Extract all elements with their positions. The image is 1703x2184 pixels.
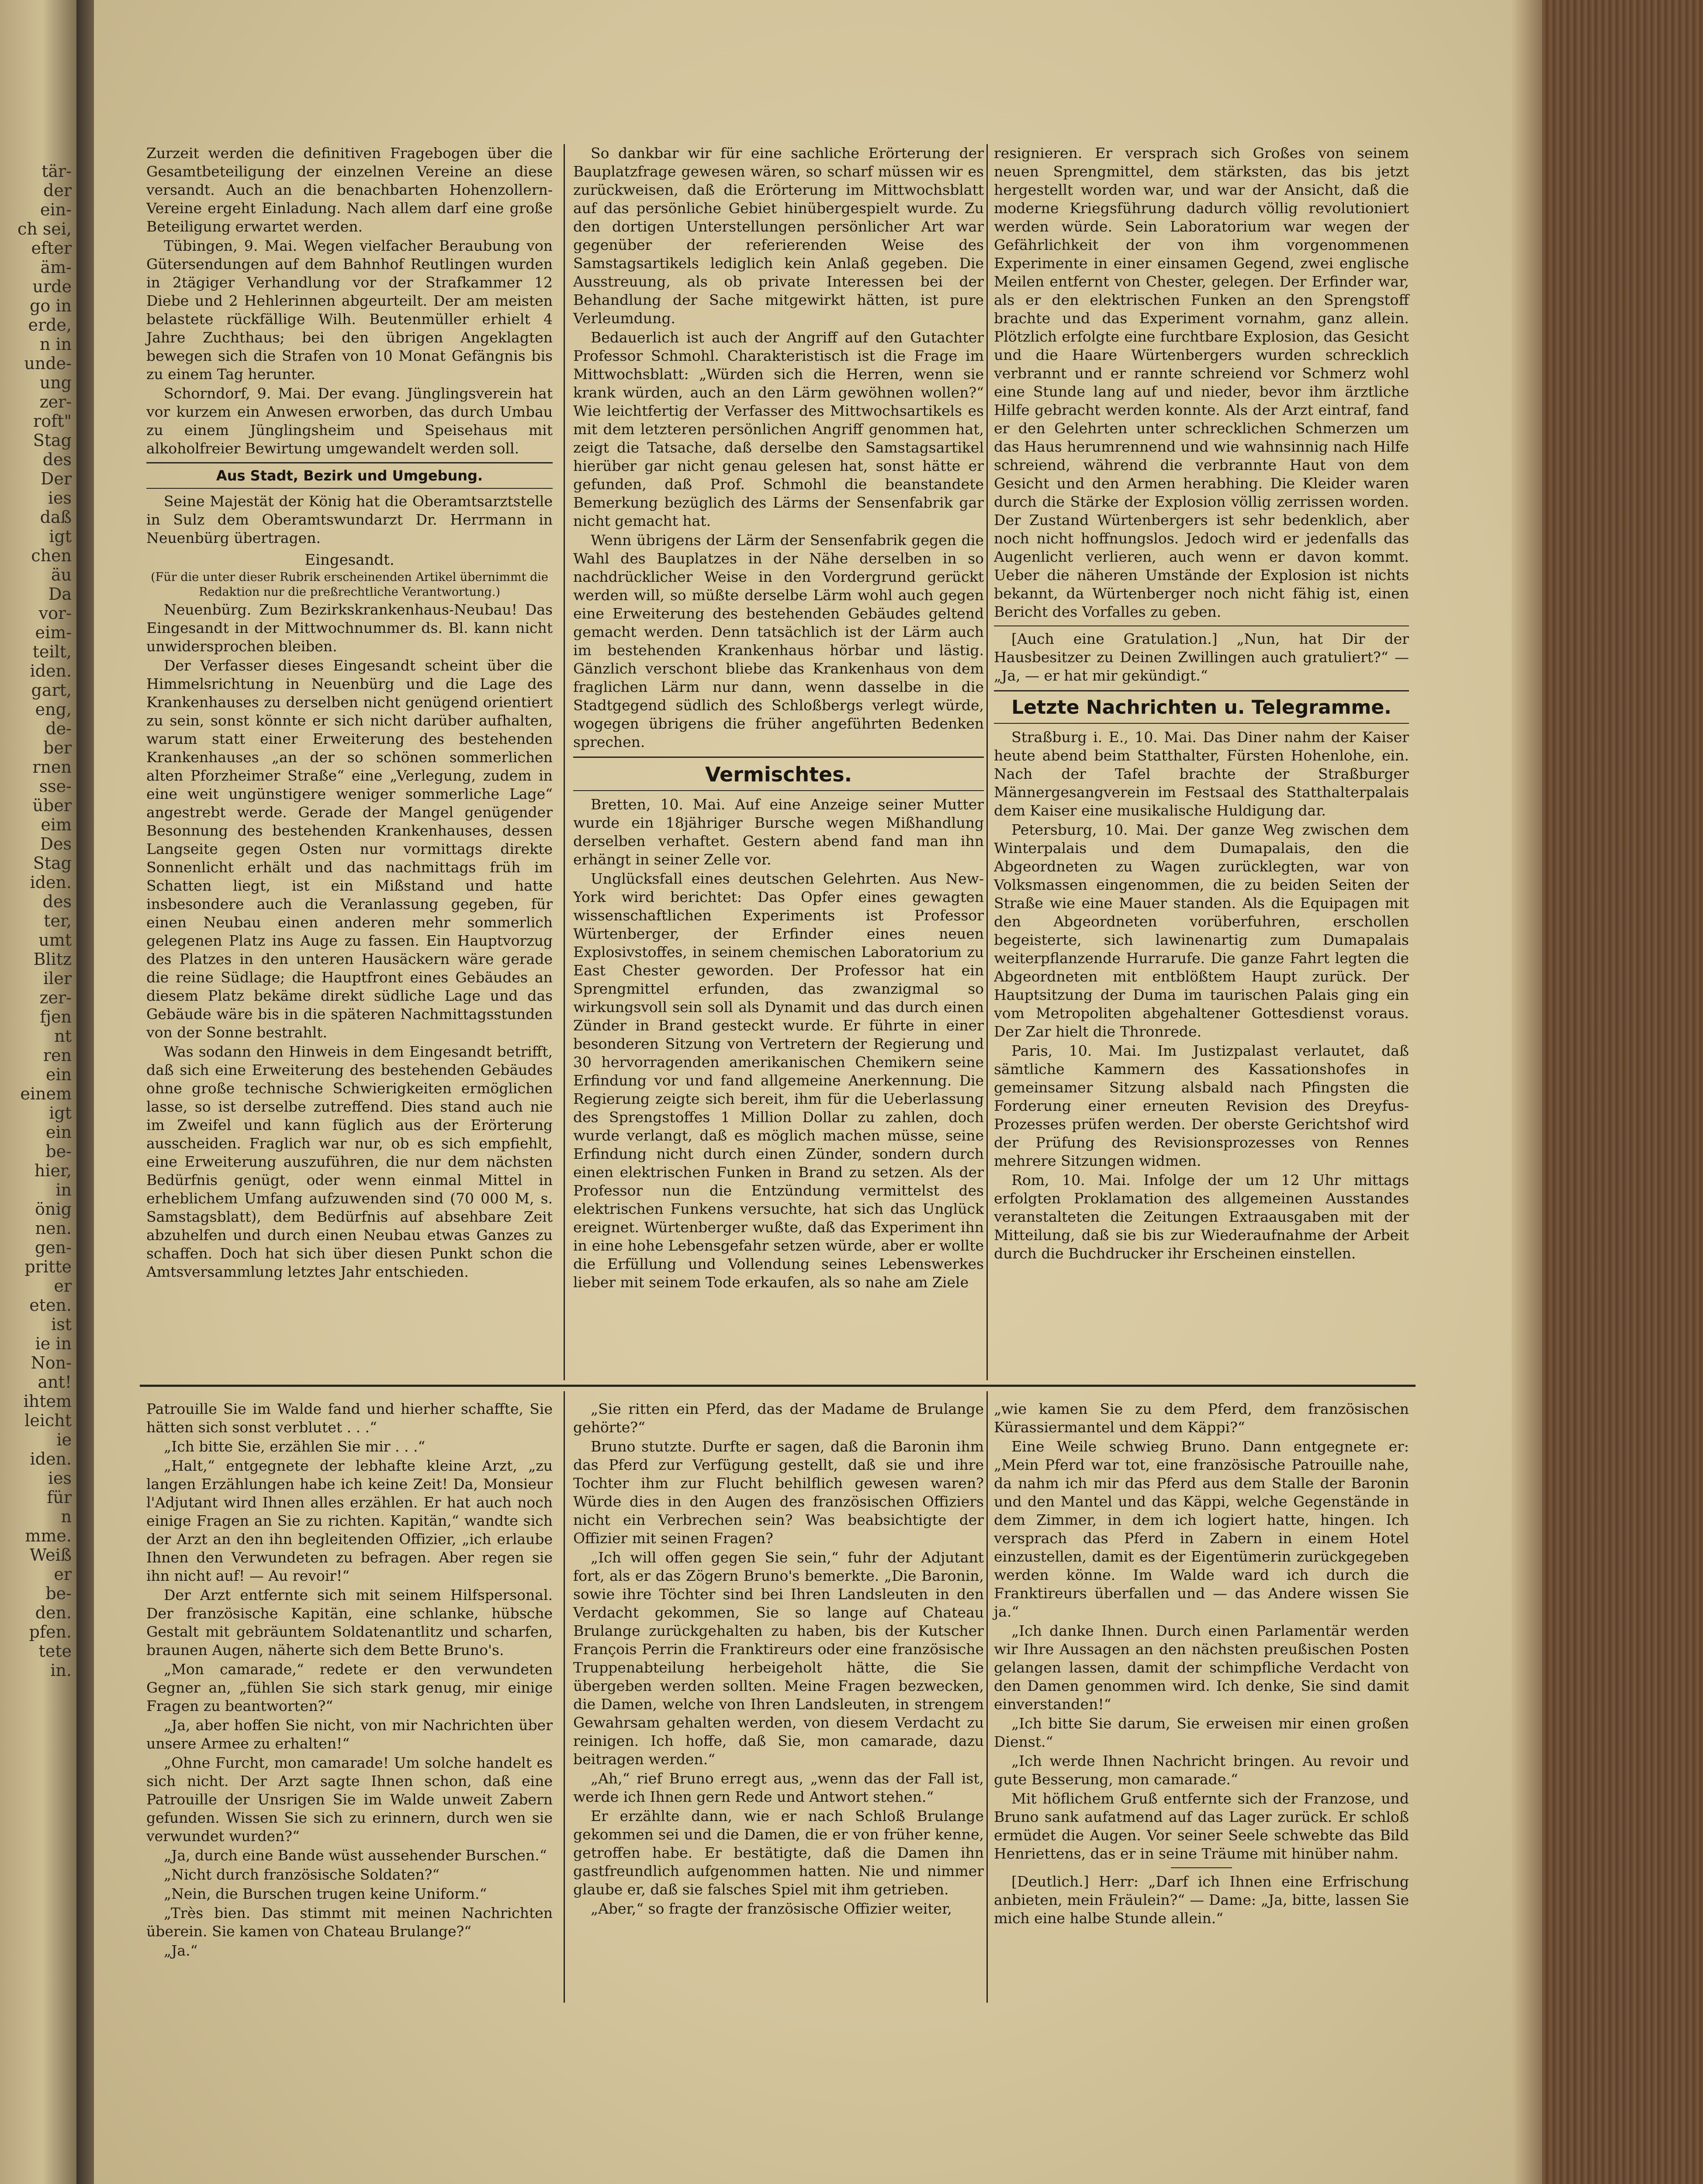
left-page-fragment: teilt, (32, 642, 72, 661)
section-heading: Letzte Nachrichten u. Telegramme. (1011, 696, 1391, 719)
section-divider (140, 1385, 1416, 1387)
left-page-fragment: in (55, 1180, 72, 1199)
story-paragraph: Der Arzt entfernte sich mit seinem Hilfspersonal. Der französische Kapitän, eine schlanke, hübsche Gestalt mit gebräuntem Soldatenantlitz und scharfen, braunen Augen, näherte sich dem Bette Bruno's. (146, 1586, 553, 1659)
left-page-fragment: n in (39, 335, 72, 354)
article-paragraph: Seine Majestät der König hat die Oberamtsarztstelle in Sulz dem Oberamtswundarzt Dr. Herrmann in Neuenbürg übertragen. (146, 493, 553, 546)
story-paragraph: „Halt,“ entgegnete der lebhafte kleine Arzt, „zu langen Erzählungen habe ich keine Zeit! Da, Monsieur l'Adjutant wird Ihnen alles erzählen. Er hat auch noch einige Fragen an Sie zu richten. Kapitän,“ wandte sich der Arzt an den ihn begleitenden Offizier, „ich erlaube Ihnen den Verwundeten zu befragen. Aber regen sie ihn nicht auf! — Au revoir!“ (146, 1457, 553, 1584)
story-paragraph: „Très bien. Das stimmt mit meinen Nachrichten überein. Sie kamen von Chateau Brulange?“ (146, 1904, 553, 1940)
story-paragraph: „Ah,“ rief Bruno erregt aus, „wenn das der Fall ist, werde ich Ihnen gern Rede und Antwort stehen.“ (573, 1770, 984, 1805)
story-paragraph: „Ja.“ (164, 1942, 198, 1959)
section-heading: Aus Stadt, Bezirk und Umgebung. (216, 467, 483, 484)
article-paragraph: resignieren. Er versprach sich Großes von seinem neuen Sprengmittel, dem stärksten, das bis jetzt hergestellt worden war, und war der Ansicht, daß die moderne Kriegsführung dadurch völlig revolutioniert werden würde. Sein Laboratorium war wegen der Gefährlichkeit der von ihm vorgenommenen Experimente in einer einsamen Gegend, zwei englische Meilen entfernt von Chester, gelegen. Der Erfinder war, als er den elektrischen Funken an den Sprengstoff brachte und das Experiment vornahm, ganz allein. Plötzlich erfolgte eine furchtbare Explosion, das Gesicht und die Haare Würtenbergers wurden schrecklich verbrannt und er rannte schreiend vor Schmerz wohl eine Stunde lang auf und nieder, bevor ihm ärztliche Hilfe gebracht werden konnte. Als der Arzt eintraf, fand er den Gelehrten unter schrecklichen Schmerzen um das Haus herumrennend und wie wahnsinnig nach Hilfe schreiend, während die verbrannte Haut von dem Gesicht und den Armen herabhing. Die Kleider waren durch die Stärke der Explosion völlig zerrissen worden. Der Zustand Würtenbergers ist sehr bedenklich, aber noch nicht hoffnungslos. Jedoch wird er jedenfalls das Augenlicht verlieren, auch wenn er davon kommt. Ueber die näheren Umstände der Explosion ist nichts bekannt, da Würtenberger noch nicht fähig ist, einen Bericht des Vorfalles zu geben. (994, 145, 1409, 620)
column-rule (986, 144, 988, 1380)
left-page-fragment: eng, (35, 700, 72, 719)
story-paragraph: „Ich werde Ihnen Nachricht bringen. Au revoir und gute Besserung, mon camarade.“ (994, 1752, 1409, 1788)
left-page-fragment: igt (49, 1103, 72, 1123)
article-paragraph: So dankbar wir für eine sachliche Erörterung der Bauplatzfrage gewesen wären, so scharf müssen wir es zurückweisen, daß die Erörterung im Mittwochsblatt auf das persönliche Gebiet hinübergespielt wurde. Zu den dortigen Unterstellungen persönlicher Art war gegenüber der referierenden Weise des Samstagsartikels lediglich kein Anlaß gegeben. Die Ausstreuung, als ob private Interessen bei der Behandlung der Sache mitgewirkt hätten, ist pure Verleumdung. (573, 145, 984, 327)
column-rule (564, 1391, 565, 2003)
left-page-fragment: daß (40, 508, 72, 527)
left-page-fragment: unde- (24, 354, 72, 373)
article-paragraph: Was sodann den Hinweis in dem Eingesandt betrifft, daß sich eine Erweiterung des bestehenden Gebäudes ohne große technische Schwierigkeiten ermöglichen lasse, so ist derselbe zutreffend. Dies stand auch nie im Zweifel und kann füglich aus der Erörterung ausscheiden. Fraglich war nur, ob es sich empfiehlt, eine Erweiterung auszuführen, die nur dem nächsten Bedürfnis genügt, oder wenn einmal Mittel in erheblichem Umfang aufzuwenden sind (70 000 M, s. Samstagsblatt), dem Bedürfnis auf absehbare Zeit abzuhelfen und durch einen Neubau etwas Ganzes zu schaffen. Doch hat sich über diesen Punkt schon die Amtsversammlung letztes Jahr entschieden. (146, 1043, 553, 1280)
left-page-fragment: für (47, 1488, 72, 1507)
left-page-fragment: ber (43, 738, 72, 757)
left-page-fragment: igt (49, 527, 72, 546)
left-page-fragment: über (32, 796, 72, 815)
left-page-fragment: ch sei, (17, 219, 72, 238)
left-page-fragment: ren (43, 1046, 72, 1065)
story-paragraph: „Nein, die Burschen trugen keine Uniform.“ (164, 1885, 487, 1902)
left-page-fragment: eten. (29, 1296, 72, 1315)
left-page-fragment: eim (41, 815, 72, 834)
story-paragraph: „Ich bitte Sie darum, Sie erweisen mir einen großen Dienst.“ (994, 1715, 1409, 1750)
left-page-fragment: iden. (30, 873, 72, 892)
left-page-fragment: Non- (31, 1353, 72, 1372)
left-page-fragment: er (54, 1565, 72, 1584)
left-page-fragment: Da (48, 584, 72, 604)
left-page-fragment: der (43, 181, 72, 200)
article-paragraph: Rom, 10. Mai. Infolge der um 12 Uhr mittags erfolgten Proklamation des allgemeinen Ausstandes veranstalteten die Zeitungen Extraausgaben mit der Mitteilung, daß sie bis zur Wiederaufnahme der Arbeit durch die Buchdrucker ihr Erscheinen einstellen. (994, 1171, 1409, 1262)
story-paragraph: „wie kamen Sie zu dem Pferd, dem französischen Kürassiermantel und dem Käppi?“ (994, 1400, 1409, 1436)
joke-paragraph: [Deutlich.] Herr: „Darf ich Ihnen eine Erfrischung anbieten, mein Fräulein?“ — Dame: „Ja, bitte, lassen Sie mich eine halbe Stunde allein.“ (994, 1873, 1409, 1927)
column-5-feuilleton (573, 1400, 984, 1919)
story-paragraph: „Ja, aber hoffen Sie nicht, von mir Nachrichten über unsere Armee zu erhalten!“ (146, 1717, 553, 1752)
page-stack-edge (1512, 0, 1542, 2184)
subheading-eingesandt: Eingesandt. (305, 551, 395, 569)
section-heading: Vermischtes. (705, 763, 852, 786)
left-page-fragment: fjen (40, 1007, 72, 1026)
left-page-fragment: ein (45, 1065, 72, 1084)
left-page-fragment: go in (30, 296, 72, 315)
left-page-fragment: mme. (25, 1526, 72, 1545)
left-page-fragment: erde, (28, 315, 72, 335)
left-page-fragment: einem (20, 1084, 72, 1103)
column-1 (146, 144, 553, 1282)
left-page-fragment: sse- (39, 777, 72, 796)
article-paragraph: Bretten, 10. Mai. Auf eine Anzeige seiner Mutter wurde ein 18jähriger Bursche wegen Mißhandlung derselben verhaftet. Gestern abend fand man ihn erhängt in seiner Zelle vor. (573, 796, 984, 868)
story-paragraph: „Ohne Furcht, mon camarade! Um solche handelt es sich nicht. Der Arzt sagte Ihnen schon, daß eine Patrouille der Unsrigen Sie im Walde unweit Zabern gefunden. Wissen Sie sich zu erinnern, durch wen sie verwundet wurden?“ (146, 1754, 553, 1845)
left-page-fragment: ies (48, 1469, 72, 1488)
article-paragraph: Wenn übrigens der Lärm der Sensenfabrik gegen die Wahl des Bauplatzes in der Nähe derselben in so nachdrücklicher Weise in den Vordergrund gerückt werden will, so müßte derselbe Lärm wohl auch gegen eine Erweiterung des bestehenden Gebäudes geltend gemacht werden. Denn tatsächlich ist der Lärm auch im bestehenden Krankenhaus hörbar und lästig. Gänzlich verschont bliebe das Krankenhaus von dem fraglichen Lärm nur dann, wenn dasselbe in die Stadtgegend südlich des Schloßbergs verlegt würde, wogegen übrigens die früher angeführten Bedenken sprechen. (573, 532, 984, 750)
left-page-fragment: urde (32, 277, 72, 296)
story-paragraph: „Ich danke Ihnen. Durch einen Parlamentär werden wir Ihre Aussagen an den nächsten preußischen Posten gelangen lassen, damit der schimpfliche Verdacht von den Damen genommen wird. Ich denke, Sie sind damit einverstanden!“ (994, 1622, 1409, 1713)
left-page-fragment: Stag (33, 854, 72, 873)
left-page-fragment: vor- (38, 604, 72, 623)
left-page-fragment: ein- (40, 200, 72, 219)
left-page-fragment: Des (40, 834, 72, 854)
story-paragraph: „Aber,“ so fragte der französische Offizier weiter, (591, 1900, 952, 1917)
left-page-fragment: de- (45, 719, 72, 738)
left-page-fragment: iden. (30, 1449, 72, 1469)
left-page-fragment: nt (54, 1026, 72, 1046)
left-page-fragment: ihtem (23, 1392, 72, 1411)
left-page-fragment: ant! (38, 1372, 72, 1392)
left-page-fragment: nen. (35, 1219, 72, 1238)
column-rule (564, 144, 565, 1380)
story-paragraph: Er erzählte dann, wie er nach Schloß Brulange gekommen sei und die Damen, die er von früher kenne, getroffen habe. Er bestätigte, daß die Damen ihn gastfreundlich aufgenommen hatten. Nie und nimmer glaube er, daß sie falsches Spiel mit ihm getrieben. (573, 1807, 984, 1898)
left-page-fragment: Stag (33, 431, 72, 450)
joke-paragraph: [Auch eine Gratulation.] „Nun, hat Dir der Hausbesitzer zu Deinen Zwillingen auch gratuliert?“ — „Ja, — er hat mir gekündigt.“ (994, 630, 1409, 684)
article-paragraph: Bedauerlich ist auch der Angriff auf den Gutachter Professor Schmohl. Charakteristisch ist die Frage im Mittwochsblatt: „Würden sich die Herren, wenn sie krank würden, auch an den Lärm gewöhnen wollen?“ Wie leichtfertig der Verfasser des Mittwochsartikels es mit dem letzteren persönlichen Angriff genommen hat, zeigt die Tatsache, daß derselbe den Samstagsartikel hierüber gar nicht genau gelesen hat, sonst hätte er gefunden, daß Prof. Schmohl die beanstandete Bemerkung bezüglich des Lärms der Sensenfabrik gar nicht gemacht hat. (573, 329, 984, 529)
left-page-text-fragments (2, 162, 72, 1680)
left-page-fragment: pritte (24, 1257, 72, 1276)
left-page-fragment: des (42, 450, 72, 469)
left-page-fragment: be- (45, 1142, 72, 1161)
left-page-fragment: den. (35, 1603, 72, 1622)
left-page-fragment: tete (38, 1641, 72, 1661)
left-page-fragment: ie in (35, 1334, 72, 1353)
story-paragraph: Bruno stutzte. Durfte er sagen, daß die Baronin ihm das Pferd zur Verfügung gestellt, daß sie und ihre Tochter ihm zur Flucht behilflich gewesen waren? Würde dies in den Augen des französischen Offiziers nicht ein Verbrechen sein? Was beabsichtigte der Offizier mit seinen Fragen? (573, 1438, 984, 1547)
story-paragraph: „Mon camarade,“ redete er den verwundeten Gegner an, „fühlen Sie sich stark genug, mir einige Fragen zu beantworten?“ (146, 1661, 553, 1714)
left-page-fragment: n (61, 1507, 72, 1526)
story-paragraph: „Ich will offen gegen Sie sein,“ fuhr der Adjutant fort, als er das Zögern Bruno's bemerkte. „Die Baronin, sowie ihre Töchter sind bei Ihren Landsleuten in den Verdacht gekommen, Sie so lange auf Chateau Brulange zurückgehalten zu haben, bis der Kutscher François Perrin die Franktireurs oder eine französische Truppenabteilung herbeigeholt hätte, die Sie übergeben werden sollten. Meine Fragen bezwecken, die Damen, welche von Ihren Landsleuten, in strengem Gewahrsam gehalten werden, von diesem Verdacht zu reinigen. Ich hoffe, daß Sie, mon camarade, dazu beitragen werden.“ (573, 1549, 984, 1768)
story-paragraph: Eine Weile schwieg Bruno. Dann entgegnete er: „Mein Pferd war tot, eine französische Patrouille nahe, da nahm ich mir das Pferd aus dem Stalle der Baronin und den Mantel und das Käppi, welche Gegenstände in dem Zimmer, in dem ich logiert hatte, hingen. Ich versprach das Pferd in Zabern in einem Hotel einzustellen, damit es der Eigentümerin zurückgegeben werden könne. Im Walde ward ich durch die Franktireurs überfallen und — das Andere wissen Sie ja.“ (994, 1438, 1409, 1620)
left-page-fragment: in. (50, 1661, 72, 1680)
article-paragraph: Straßburg i. E., 10. Mai. Das Diner nahm der Kaiser heute abend beim Statthalter, Fürsten Hohenlohe, ein. Nach der Tafel brachte der Straßburger Männergesangverein im Festsaal des Statthalterpalais dem Kaiser eine musikalische Huldigung dar. (994, 729, 1409, 819)
left-page-fragment: pfen. (29, 1622, 72, 1641)
article-paragraph: Tübingen, 9. Mai. Wegen vielfacher Beraubung von Gütersendungen auf dem Bahnhof Reutlingen wurden in 2tägiger Verhandlung vor der Strafkammer 12 Diebe und 2 Hehlerinnen abgeurteilt. Der am meisten belastete rückfällige Wilh. Beutenmüller erhielt 4 Jahre Zuchthaus; bei den übrigen Angeklagten bewegen sich die Strafen von 10 Monat Gefängnis bis zu einem Tag herunter. (146, 237, 553, 383)
left-page-fragment: gart, (31, 681, 72, 700)
article-paragraph: Der Verfasser dieses Eingesandt scheint über die Himmelsrichtung in Neuenbürg und die Lage des Krankenhauses zu derselben nicht genügend orientiert zu sein, sonst könnte er sich nicht darüber aufhalten, warum statt einer Erweiterung des bestehenden Krankenhauses „an der so schönen sommerlichen alten Pforzheimer Straße“ eine „Verlegung, zudem in eine weit ungünstigere weniger sommerliche Lage“ angestrebt werde. Gerade der Mangel genügender Besonnung des bestehenden Krankenhauses, dessen Langseite gegen Osten nur vormittags direkte Sonnenlicht erhält und das nachmittags früh im Schatten liegt, ist ein Mißstand und hatte insbesondere auch die Veranlassung gegeben, für einen Neubau einen anderen mehr sommerlich gelegenen Platz ins Auge zu fassen. Ein Hauptvorzug des Platzes in den unteren Hausäckern wäre gerade die reine Südlage; die Hauptfront eines Gebäudes an diesem Platz bekäme direkt südliche Lage und das Gebäude wäre bis in die späteren Nachmittagsstunden von der Sonne bestrahlt. (146, 657, 553, 1041)
story-paragraph: „Sie ritten ein Pferd, das der Madame de Brulange gehörte?“ (573, 1400, 984, 1436)
left-page-fragment: gen- (35, 1238, 72, 1257)
left-page-fragment: önig (35, 1199, 72, 1219)
story-paragraph: „Ja, durch eine Bande wüst aussehender Burschen.“ (164, 1847, 547, 1864)
article-paragraph: Schorndorf, 9. Mai. Der evang. Jünglingsverein hat vor kurzem ein Anwesen erworben, das durch Umbau zu einem Jünglingsheim und Speisehaus mit alkoholfreier Bewirtung umgewandelt werden soll. (146, 385, 553, 457)
left-page-fragment: umt (38, 930, 72, 950)
left-page-fragment: ung (39, 373, 72, 392)
left-page-fragment: ter, (44, 911, 72, 930)
left-page-fragment: rnen (32, 757, 72, 777)
left-page-fragment: ie (56, 1430, 72, 1449)
left-page-fragment: efter (31, 238, 72, 258)
article-paragraph: Unglücksfall eines deutschen Gelehrten. Aus New-York wird berichtet: Das Opfer eines gewagten wissenschaftlichen Experiments ist Professor Würtenberger, der Erfinder eines neuen Explosivstoffes, in seinem chemischen Laboratorium zu East Chester geworden. Der Professor hat ein Sprengmittel erfunden, das zwanzigmal so wirkungsvoll sein soll als Dynamit und das durch einen Zünder in Brand gesteckt wurde. Er führte in einer besonderen Sitzung von Vertretern der Regierung und 30 hervorragenden amerikanischen Chemikern seine Erfindung vor und fand allgemeine Anerkennung. Die Regierung zeigte sich bereit, ihm für die Ueberlassung des Sprengstoffes 1 Million Dollar zu zahlen, doch wurde verlangt, daß es möglich machen müsse, seine Erfindung nicht durch einen Zünder, sondern durch einen elektrischen Funken in Brand zu setzen. Als der Professor nun die Entzündung vermittelst des elektrischen Funkens versuchte, hat sich das Unglück ereignet. Würtenberger wußte, daß das Experiment ihn in eine hohe Lebensgefahr setzen würde, aber er wollte die Erfüllung und Vollendung seines Lebenswerkes lieber mit seinem Tode erkaufen, als so nahe am Ziele (573, 870, 984, 1291)
column-rule (986, 1391, 988, 2003)
editorial-note: (Für die unter dieser Rubrik erscheinenden Artikel übernimmt die Redaktion nur die preßrechtliche Verantwortung.) (151, 570, 548, 599)
left-page-fragment: leicht (24, 1411, 72, 1430)
left-page-fragment: zer- (39, 392, 72, 411)
left-page-fragment: tär- (42, 162, 72, 181)
article-paragraph: Paris, 10. Mai. Im Justizpalast verlautet, daß sämtliche Kammern des Kassationshofes in gemeinsamer Sitzung alsbald nach Pfingsten die Forderung einer erneuten Revision des Dreyfus-Prozesses prüfen werden. Der oberste Gerichtshof wird der Prüfung des Revisionsprozesses von Rennes mehrere Sitzungen widmen. (994, 1042, 1409, 1169)
left-page-fragment: er (54, 1276, 72, 1296)
left-page-fragment: des (42, 892, 72, 911)
left-page-fragment: hier, (34, 1161, 72, 1180)
left-page-fragment: eim- (35, 623, 72, 642)
left-page-fragment: be- (45, 1584, 72, 1603)
left-page-edge (0, 0, 76, 2184)
left-page-fragment: roft" (33, 411, 72, 431)
left-page-fragment: iler (43, 969, 72, 988)
left-page-fragment: äm- (40, 258, 72, 277)
left-page-fragment: Weiß (30, 1545, 72, 1565)
column-3 (994, 144, 1409, 1264)
column-4-feuilleton (146, 1400, 553, 1961)
left-page-fragment: chen (31, 546, 72, 565)
left-page-fragment: iden. (30, 661, 72, 681)
story-paragraph: „Nicht durch französische Soldaten?“ (164, 1866, 440, 1883)
article-paragraph: Neuenbürg. Zum Bezirkskrankenhaus-Neubau! Das Eingesandt in der Mittwochnummer ds. Bl. kann nicht unwidersprochen bleiben. (146, 601, 553, 655)
left-page-fragment: Blitz (33, 950, 72, 969)
article-paragraph: Zurzeit werden die definitiven Fragebogen über die Gesamtbeteiligung der einzelnen Vereine an diese versandt. Auch an die benachbarten Hohenzollern-Vereine ergeht Einladung. Nach allem darf eine große Beteiligung erwartet werden. (146, 145, 553, 235)
column-6-feuilleton (994, 1400, 1409, 1928)
story-paragraph: „Ich bitte Sie, erzählen Sie mir . . .“ (164, 1438, 426, 1455)
article-paragraph: Petersburg, 10. Mai. Der ganze Weg zwischen dem Winterpalais und dem Dumapalais, den die Abgeordneten zu Wagen zurücklegten, war von Volksmassen eingenommen, die zu beiden Seiten der Straße wie eine Mauer standen. Als die Equipagen mit den Abgeordneten vorüberfuhren, erschollen begeisterte, sich lawinenartig zum Dumapalais weiterpflanzende Hurrarufe. Die ganze Fahrt legten die Abgeordneten mit entblößtem Haupt zurück. Der Hauptsitzung der Duma im taurischen Palais ging ein vom Metropoliten abgehaltener Gottesdienst voraus. Der Zar hielt die Thronrede. (994, 821, 1409, 1040)
left-page-fragment: ist (51, 1315, 72, 1334)
left-page-fragment: Der (40, 469, 72, 488)
left-page-fragment: ies (48, 488, 72, 508)
story-paragraph: Patrouille Sie im Walde fand und hierher schaffte, Sie hätten sich sonst verblutet . . .“ (146, 1400, 553, 1436)
story-paragraph: Mit höflichem Gruß entfernte sich der Franzose, und Bruno sank aufatmend auf das Lager zurück. Er schloß ermüdet die Augen. Vor seiner Seele schwebte das Bild Henriettens, das er in seine Träume mit hinüber nahm. (994, 1790, 1409, 1862)
left-page-fragment: äu (51, 565, 72, 584)
book-gutter (76, 0, 94, 2184)
left-page-fragment: ein (45, 1123, 72, 1142)
column-2 (573, 144, 984, 1292)
left-page-fragment: zer- (39, 988, 72, 1007)
